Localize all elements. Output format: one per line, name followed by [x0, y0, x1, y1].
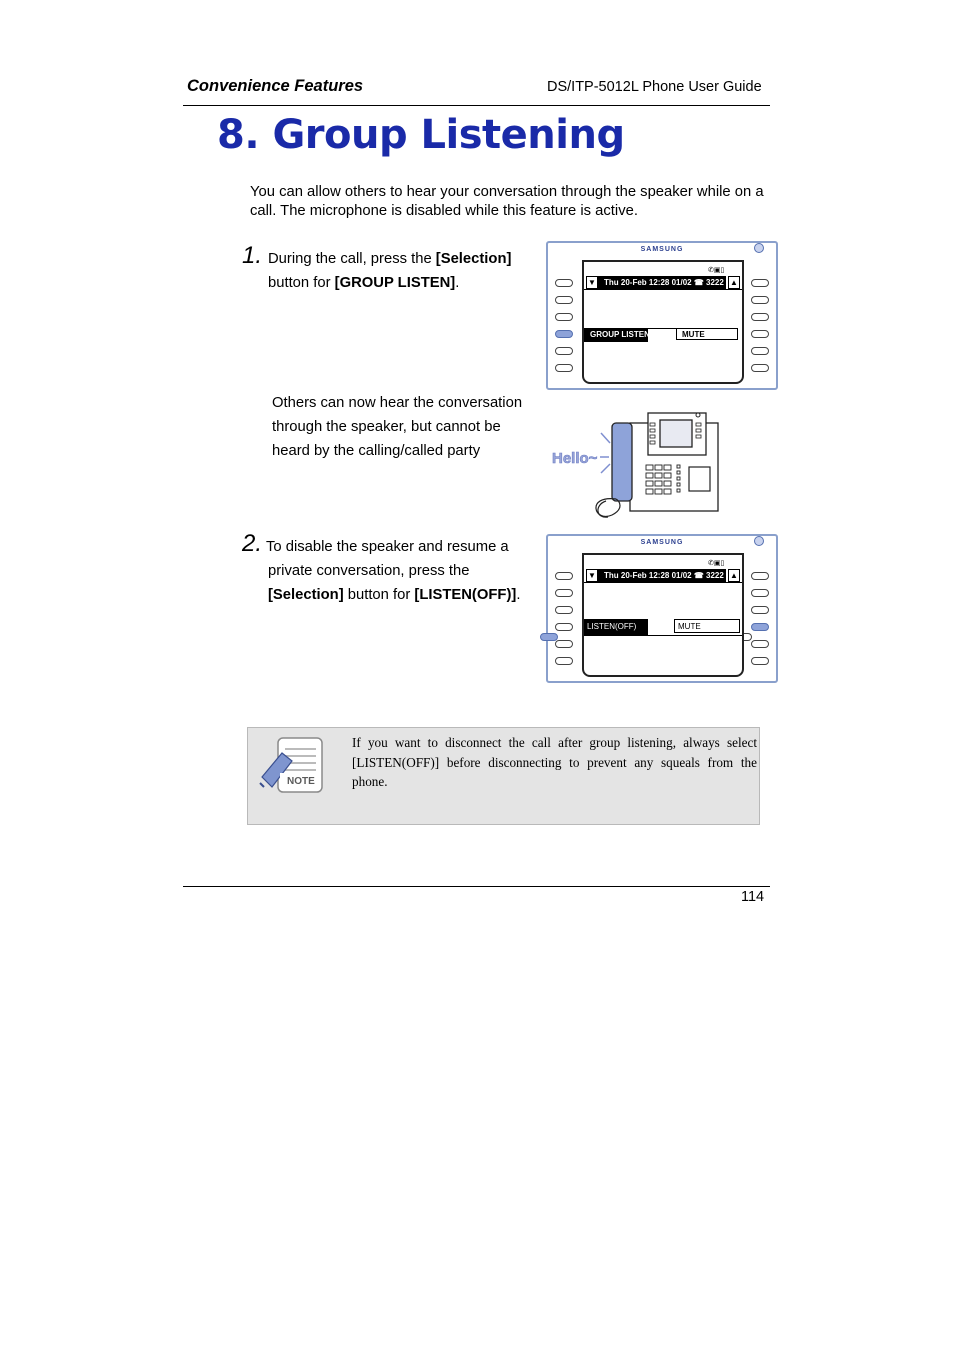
note-text: If you want to disconnect the call after group listening, always select [LISTEN(OFF)] before disconnecting to prevent any squeals from the phone. — [352, 735, 757, 789]
phone-screen-2 — [546, 534, 778, 683]
step-1-text — [268, 247, 538, 295]
left-button[interactable] — [555, 572, 573, 580]
phone-screen-1 — [546, 241, 778, 390]
right-button[interactable] — [751, 657, 769, 665]
step-2-mid: button for — [343, 587, 415, 603]
document-title: DS/ITP-5012L Phone User Guide — [547, 79, 762, 95]
left-button[interactable] — [555, 296, 573, 304]
lcd-divider — [584, 289, 742, 290]
page-title: 8. Group Listening — [217, 112, 625, 158]
status-icons: ✆▣▯ — [708, 267, 725, 274]
step-1-mid: button for — [268, 275, 335, 291]
note-badge: NOTE — [287, 776, 315, 787]
right-button[interactable] — [751, 296, 769, 304]
step-1-post: . — [455, 275, 460, 291]
right-button[interactable] — [751, 347, 769, 355]
step-2-post: . — [516, 587, 521, 603]
lcd-divider — [584, 582, 742, 583]
step-2-line2: private conversation, press the — [268, 563, 470, 579]
header-rule — [183, 105, 770, 106]
phone-illustration — [546, 395, 726, 523]
step-1-key: [Selection] — [435, 251, 512, 267]
right-button[interactable] — [751, 279, 769, 287]
floating-button-selected[interactable] — [540, 633, 558, 641]
lcd-divider — [584, 635, 742, 636]
softkey-mute[interactable]: MUTE — [676, 328, 738, 340]
brand-logo: SAMSUNG — [640, 246, 684, 253]
left-button-selected[interactable] — [555, 330, 573, 338]
brand-logo: SAMSUNG — [640, 539, 684, 546]
right-button[interactable] — [751, 589, 769, 597]
led-icon — [754, 243, 764, 253]
step-2-text — [266, 535, 541, 607]
left-button[interactable] — [555, 589, 573, 597]
right-button[interactable] — [751, 572, 769, 580]
lcd-divider — [648, 328, 676, 329]
step-2-target: [LISTEN(OFF)] — [414, 587, 517, 603]
right-button[interactable] — [751, 330, 769, 338]
section-title: Convenience Features — [187, 77, 364, 95]
step-1-pre: During the call, press the — [268, 251, 436, 267]
lcd-display — [582, 260, 744, 384]
led-icon — [754, 536, 764, 546]
right-button[interactable] — [751, 364, 769, 372]
left-button[interactable] — [555, 657, 573, 665]
right-button[interactable] — [751, 313, 769, 321]
footer-rule — [183, 886, 770, 887]
left-button[interactable] — [555, 640, 573, 648]
step-2-key: [Selection] — [268, 587, 344, 603]
step-1-number: 1. — [242, 242, 263, 269]
scroll-up-icon[interactable]: ▲ — [728, 569, 740, 582]
phone-lcd — [660, 420, 692, 447]
intro-paragraph: You can allow others to hear your conversation through the speaker while on a call. The microphone is disabled while this feature is active. — [250, 184, 764, 219]
status-icons: ✆▣▯ — [708, 560, 725, 567]
left-button[interactable] — [555, 364, 573, 372]
right-button[interactable] — [751, 640, 769, 648]
sound-waves-icon — [600, 433, 610, 473]
handset-icon — [612, 423, 632, 501]
right-button-selected[interactable] — [751, 623, 769, 631]
step-2-number: 2. — [242, 530, 263, 557]
softkey-mute[interactable]: MUTE — [674, 619, 740, 633]
left-button[interactable] — [555, 279, 573, 287]
scroll-down-icon[interactable]: ▼ — [586, 276, 598, 289]
step-1-target: [GROUP LISTEN] — [334, 275, 456, 291]
navigation-pad — [689, 467, 710, 491]
speech-text: Hello~ — [552, 450, 598, 467]
step-1-result: Others can now hear the conversation through the speaker, but cannot be heard by the calling/called party — [272, 395, 523, 459]
left-button[interactable] — [555, 347, 573, 355]
scroll-up-icon[interactable]: ▲ — [728, 276, 740, 289]
softkey-group-listen[interactable]: GROUP LISTEN — [584, 328, 648, 342]
step-2-line1: To disable the speaker and resume a — [266, 539, 509, 555]
left-button[interactable] — [555, 606, 573, 614]
note-icon — [258, 735, 326, 795]
scroll-down-icon[interactable]: ▼ — [586, 569, 598, 582]
left-button[interactable] — [555, 623, 573, 631]
page-number: 114 — [741, 889, 765, 905]
softkey-listen-off[interactable]: LISTEN(OFF) — [584, 619, 648, 635]
status-bar: Thu 20-Feb 12:28 01/02 ☎ 3222 — [598, 569, 726, 582]
left-button[interactable] — [555, 313, 573, 321]
status-bar: Thu 20-Feb 12:28 01/02 ☎ 3222 — [598, 276, 726, 289]
right-button[interactable] — [751, 606, 769, 614]
lcd-display — [582, 553, 744, 677]
